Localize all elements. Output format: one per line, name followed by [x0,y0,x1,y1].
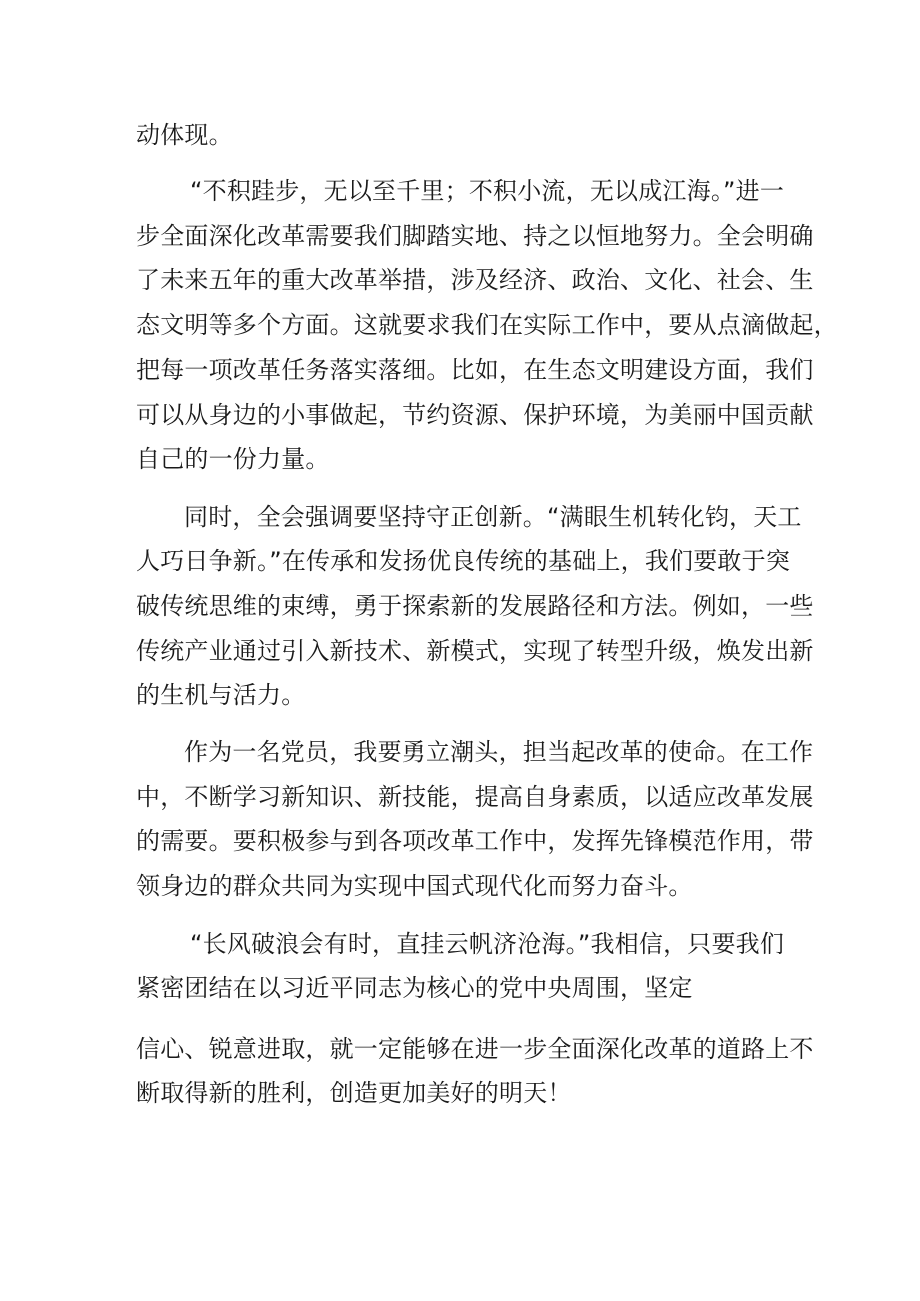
text-line: 人巧日争新。”在传承和发扬优良传统的基础上，我们要敢于突 [136,547,791,575]
text-line: 紧密团结在以习近平同志为核心的党中央周围，坚定 [136,974,693,1002]
text-line: 破传统思维的束缚，勇于探索新的发展路径和方法。例如，一些 [136,592,814,620]
text-line: 断取得新的胜利，创造更加美好的明天！ [136,1079,572,1107]
text-line: 作为一名党员，我要勇立潮头，担当起改革的使命。在工作 [184,738,814,766]
text-line: “不积跬步，无以至千里；不积小流，无以成江海。”进一 [190,177,785,205]
text-line: 的生机与活力。 [136,681,306,709]
text-line: 传统产业通过引入新技术、新模式，实现了转型升级，焕发出新 [136,637,814,665]
text-line: “长风破浪会有时，直挂云帆济沧海。”我相信，只要我们 [190,930,785,958]
text-line: 把每一项改革任务落实落细。比如，在生态文明建设方面，我们 [136,356,814,384]
text-line: 步全面深化改革需要我们脚踏实地、持之以恒地努力。全会明确 [136,222,814,250]
text-line: 动体现。 [136,121,233,149]
text-line: 中，不断学习新知识、新技能，提高自身素质，以适应改革发展 [136,783,814,811]
text-line: 领身边的群众共同为实现中国式现代化而努力奋斗。 [136,872,693,900]
text-line: 同时，全会强调要坚持守正创新。“满眼生机转化钧，天工 [184,503,802,531]
text-line: 了未来五年的重大改革举措，涉及经济、政治、文化、社会、生 [136,266,814,294]
text-line: 可以从身边的小事做起，节约资源、保护环境，为美丽中国贡献 [136,401,814,429]
text-line: 的需要。要积极参与到各项改革工作中，发挥先锋模范作用，带 [136,827,814,855]
text-line: 信心、锐意进取，就一定能够在进一步全面深化改革的道路上不 [136,1035,814,1063]
text-line: 态文明等多个方面。这就要求我们在实际工作中，要从点滴做起， [136,311,838,339]
text-line: 自己的一份力量。 [136,445,330,473]
